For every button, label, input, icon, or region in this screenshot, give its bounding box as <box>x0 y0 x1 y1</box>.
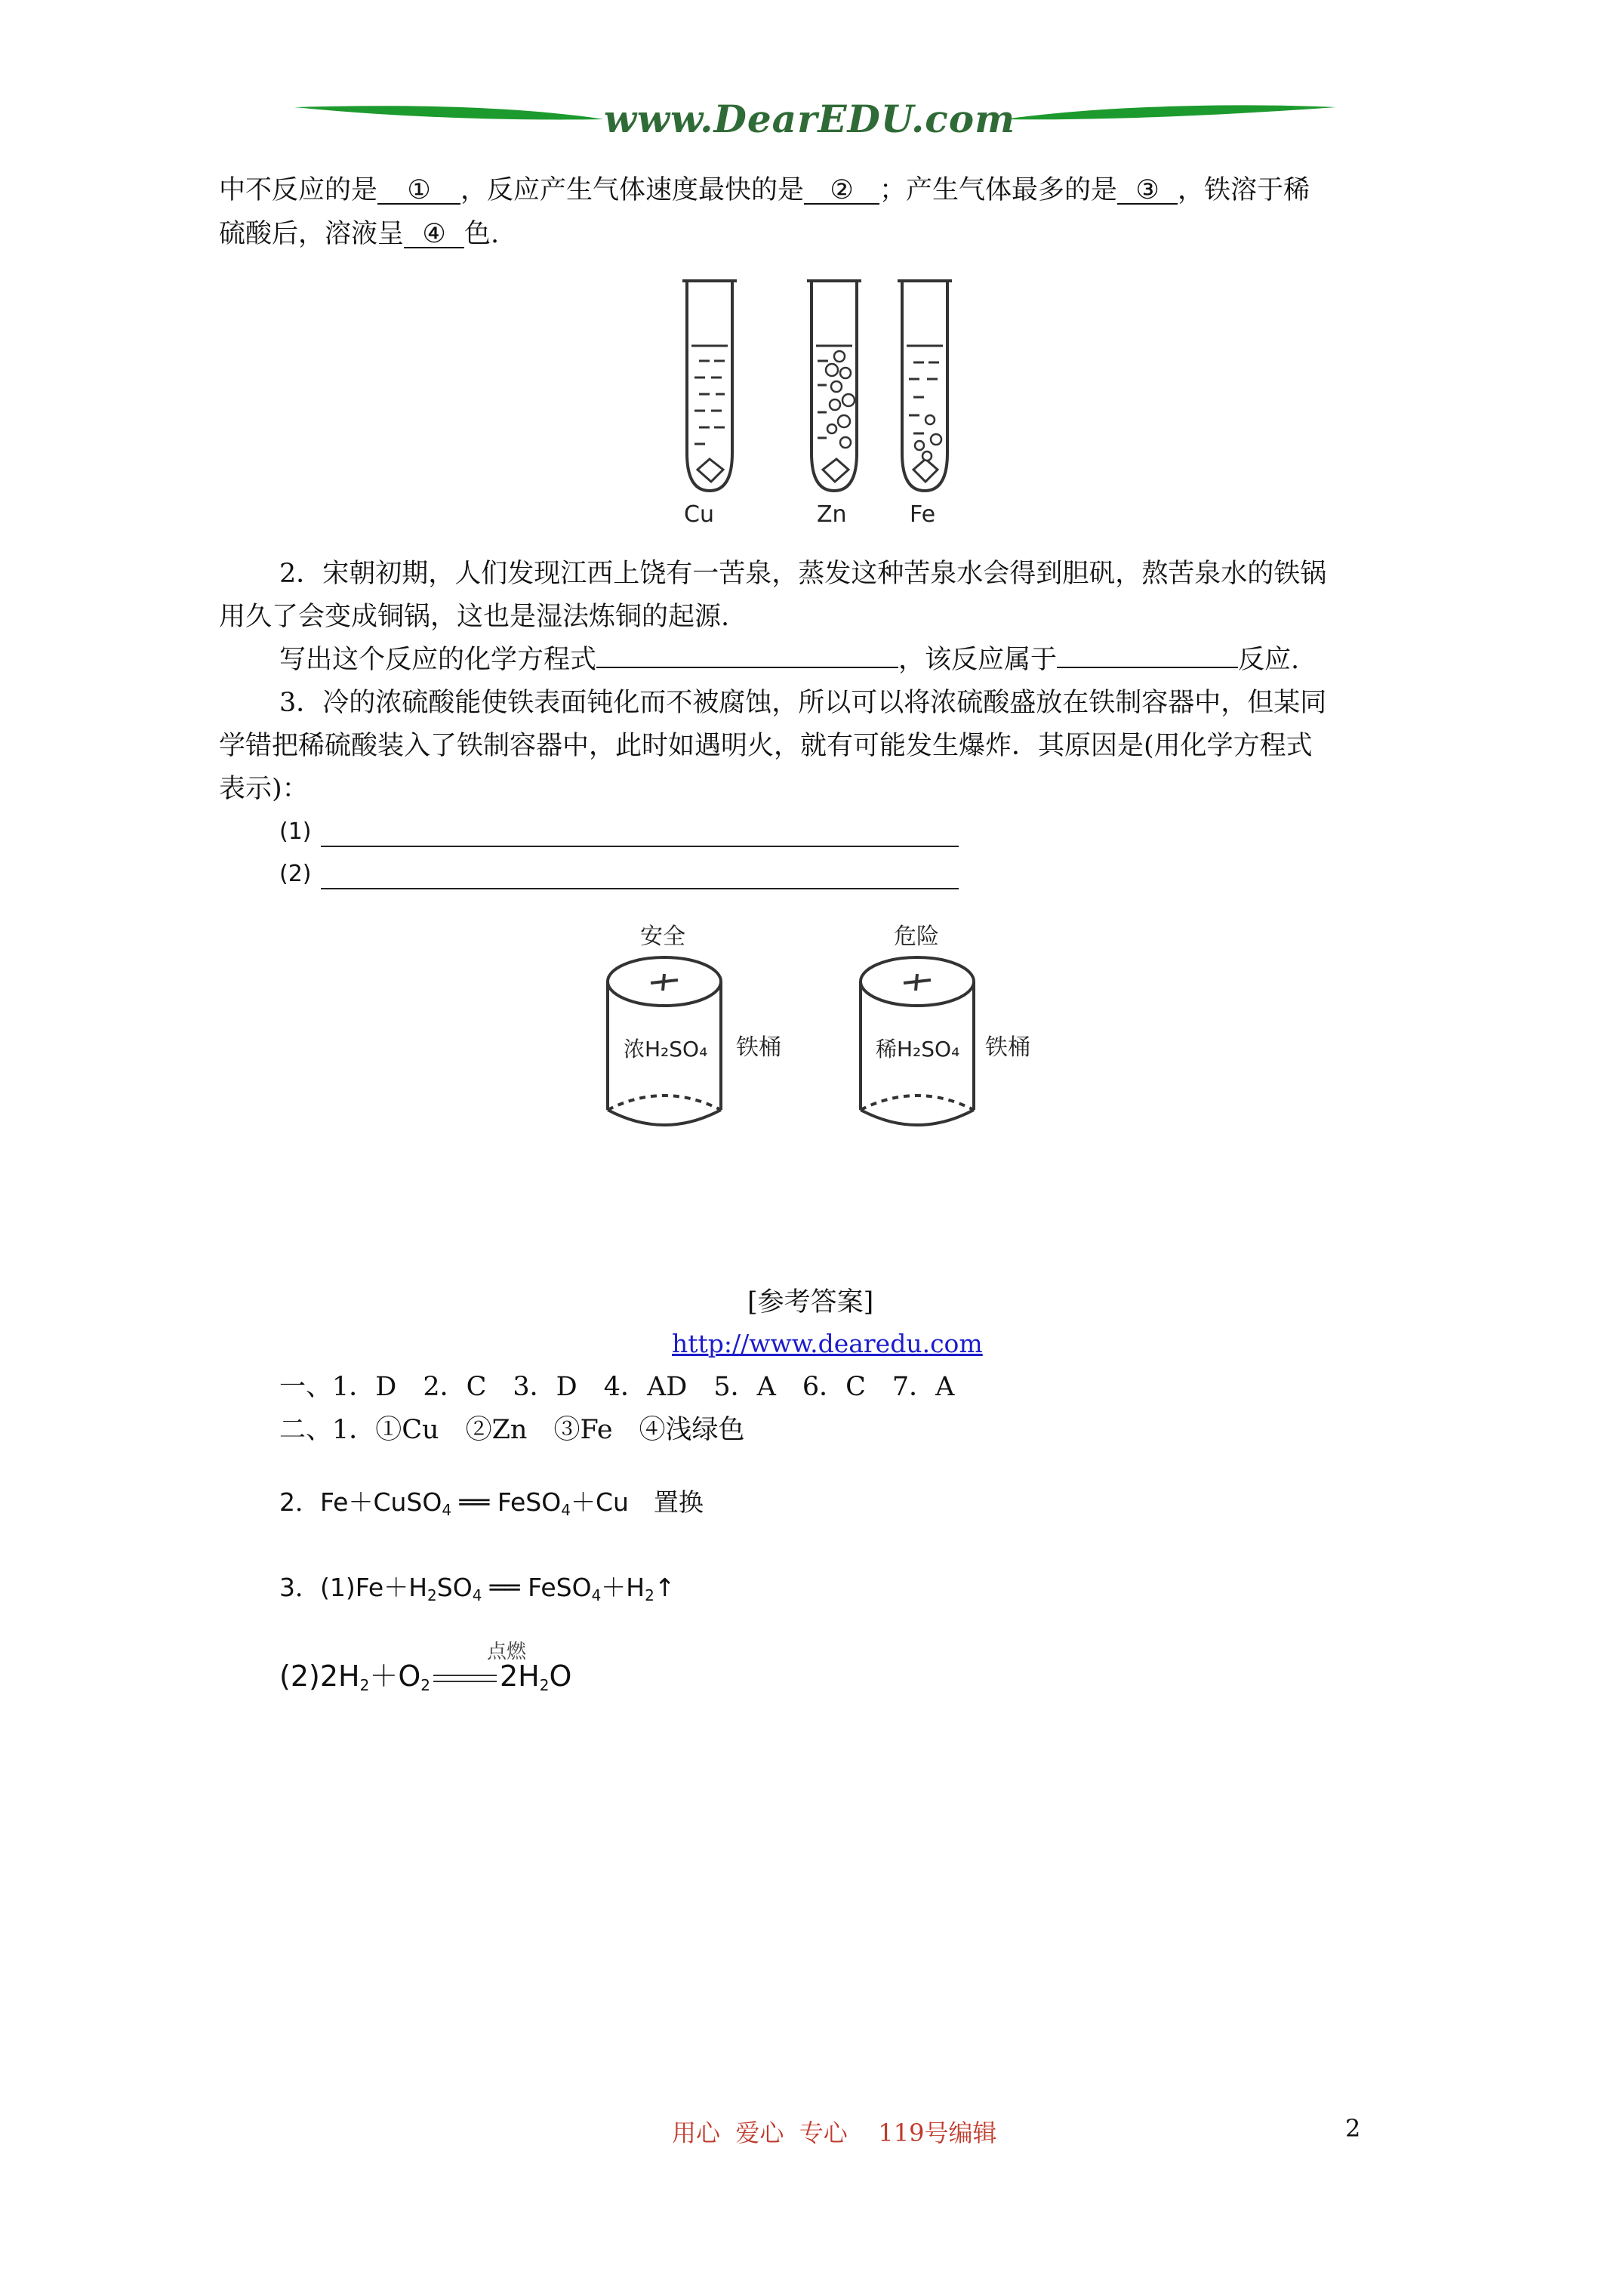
eq4-s3: 2 <box>539 1676 550 1694</box>
tube-label-cu: Cu <box>684 501 714 528</box>
q1-text-c: ；产生气体最多的是 <box>879 175 1118 205</box>
eq3-d: ＋H <box>601 1573 645 1602</box>
q3-item1-label: (1) <box>279 818 312 845</box>
eq4-c: 2H <box>499 1660 540 1693</box>
q2-line2: 用久了会变成铜锅，这也是湿法炼铜的起源. <box>219 602 730 632</box>
blank-3: ③ <box>1117 177 1178 205</box>
q2-line1: 2．宋朝初期，人们发现江西上饶有一苦泉，蒸发这种苦泉水会得到胆矾，熬苦泉水的铁锅 <box>279 559 1327 589</box>
eq2-tail: ＋Cu 置换 <box>570 1487 704 1517</box>
q1-text-e: 硫酸后，溶液呈 <box>219 219 405 249</box>
page-number: 2 <box>1345 2114 1361 2143</box>
answers-title: [参考答案] <box>747 1287 874 1318</box>
site-logo-text[interactable]: www.DearEDU.com <box>604 97 1016 141</box>
tube-label-zn: Zn <box>817 501 847 528</box>
q2-line3 <box>279 645 1299 675</box>
eq2-right: FeSO <box>497 1487 562 1517</box>
q3-item2-label: (2) <box>279 861 312 887</box>
q3-answer-line-1 <box>321 846 959 847</box>
eq2-sub2: 4 <box>561 1501 571 1519</box>
blank-2: ② <box>804 177 879 205</box>
eq4-double-line <box>433 1675 497 1682</box>
q3-answer-line-2 <box>321 888 959 889</box>
q3-line2: 学错把稀硫酸装入了铁制容器中，此时如遇明火，就有可能发生爆炸．其原因是(用化学方程式 <box>219 731 1313 761</box>
eq3-c: FeSO <box>528 1573 592 1602</box>
footer-text: 用心 爱心 专心 119号编辑 <box>672 2119 997 2147</box>
eq3-s1: 2 <box>427 1586 437 1604</box>
eq3-equals: ══ <box>482 1573 528 1602</box>
q2-reaction-type-blank <box>1057 667 1238 668</box>
eq3-a: 3．(1)Fe＋H <box>279 1573 428 1602</box>
barrel-side-label-left: 铁桶 <box>736 1034 781 1061</box>
q1-text-b: ，反应产生气体速度最快的是 <box>460 175 805 205</box>
q1-text-d: ，铁溶于稀 <box>1178 175 1310 205</box>
eq3-b: SO <box>436 1573 473 1602</box>
q3-line3: 表示)： <box>219 774 309 804</box>
eq3-s3: 4 <box>591 1586 602 1604</box>
eq3-s4: 2 <box>645 1586 654 1604</box>
eq4-d: O <box>549 1660 572 1693</box>
answer-equation-4-condition: 点燃 <box>487 1641 527 1663</box>
eq4-s1: 2 <box>359 1676 370 1694</box>
answers-line2: 二、1．①Cu ②Zn ③Fe ④浅绿色 <box>279 1415 745 1445</box>
q1-line1 <box>219 175 1310 205</box>
q2-text-c: 反应. <box>1238 645 1300 675</box>
q1-line2 <box>219 219 499 249</box>
eq2-sub1: 4 <box>442 1501 452 1519</box>
eq2-equals: ══ <box>451 1487 497 1517</box>
barrel-inside-concentrated: 浓H₂SO₄ <box>624 1037 708 1062</box>
eq4-a: (2)2H <box>279 1660 360 1693</box>
q2-text-a: 写出这个反应的化学方程式 <box>279 645 597 675</box>
eq3-s2: 4 <box>472 1586 482 1604</box>
eq4-b: ＋O <box>369 1660 421 1693</box>
barrel-caption-safe: 安全 <box>640 923 685 950</box>
answer-equation-3 <box>279 1573 676 1610</box>
barrel-side-label-right: 铁桶 <box>985 1034 1030 1061</box>
eq4-s2: 2 <box>420 1676 430 1694</box>
blank-4: ④ <box>404 221 464 248</box>
blank-1: ① <box>377 177 460 205</box>
answers-link[interactable]: http://www.dearedu.com <box>672 1329 983 1358</box>
barrel-caption-danger: 危险 <box>894 923 939 950</box>
answer-equation-2 <box>279 1487 704 1525</box>
tube-label-fe: Fe <box>910 501 936 528</box>
q1-text-f: 色. <box>464 219 500 249</box>
q2-equation-blank <box>596 667 898 668</box>
q1-text-a: 中不反应的是 <box>219 175 378 205</box>
eq2-left: 2．Fe＋CuSO <box>279 1487 442 1517</box>
barrel-inside-dilute: 稀H₂SO₄ <box>876 1037 960 1062</box>
q3-line1: 3．冷的浓硫酸能使铁表面钝化而不被腐蚀，所以可以将浓硫酸盛放在铁制容器中，但某同 <box>279 688 1327 718</box>
eq3-arrow: ↑ <box>654 1573 676 1602</box>
answer-equation-4 <box>279 1661 571 1700</box>
q2-text-b: ，该反应属于 <box>898 645 1058 675</box>
answers-line1: 一、1．D 2．C 3．D 4．AD 5．A 6．C 7．A <box>279 1372 955 1402</box>
